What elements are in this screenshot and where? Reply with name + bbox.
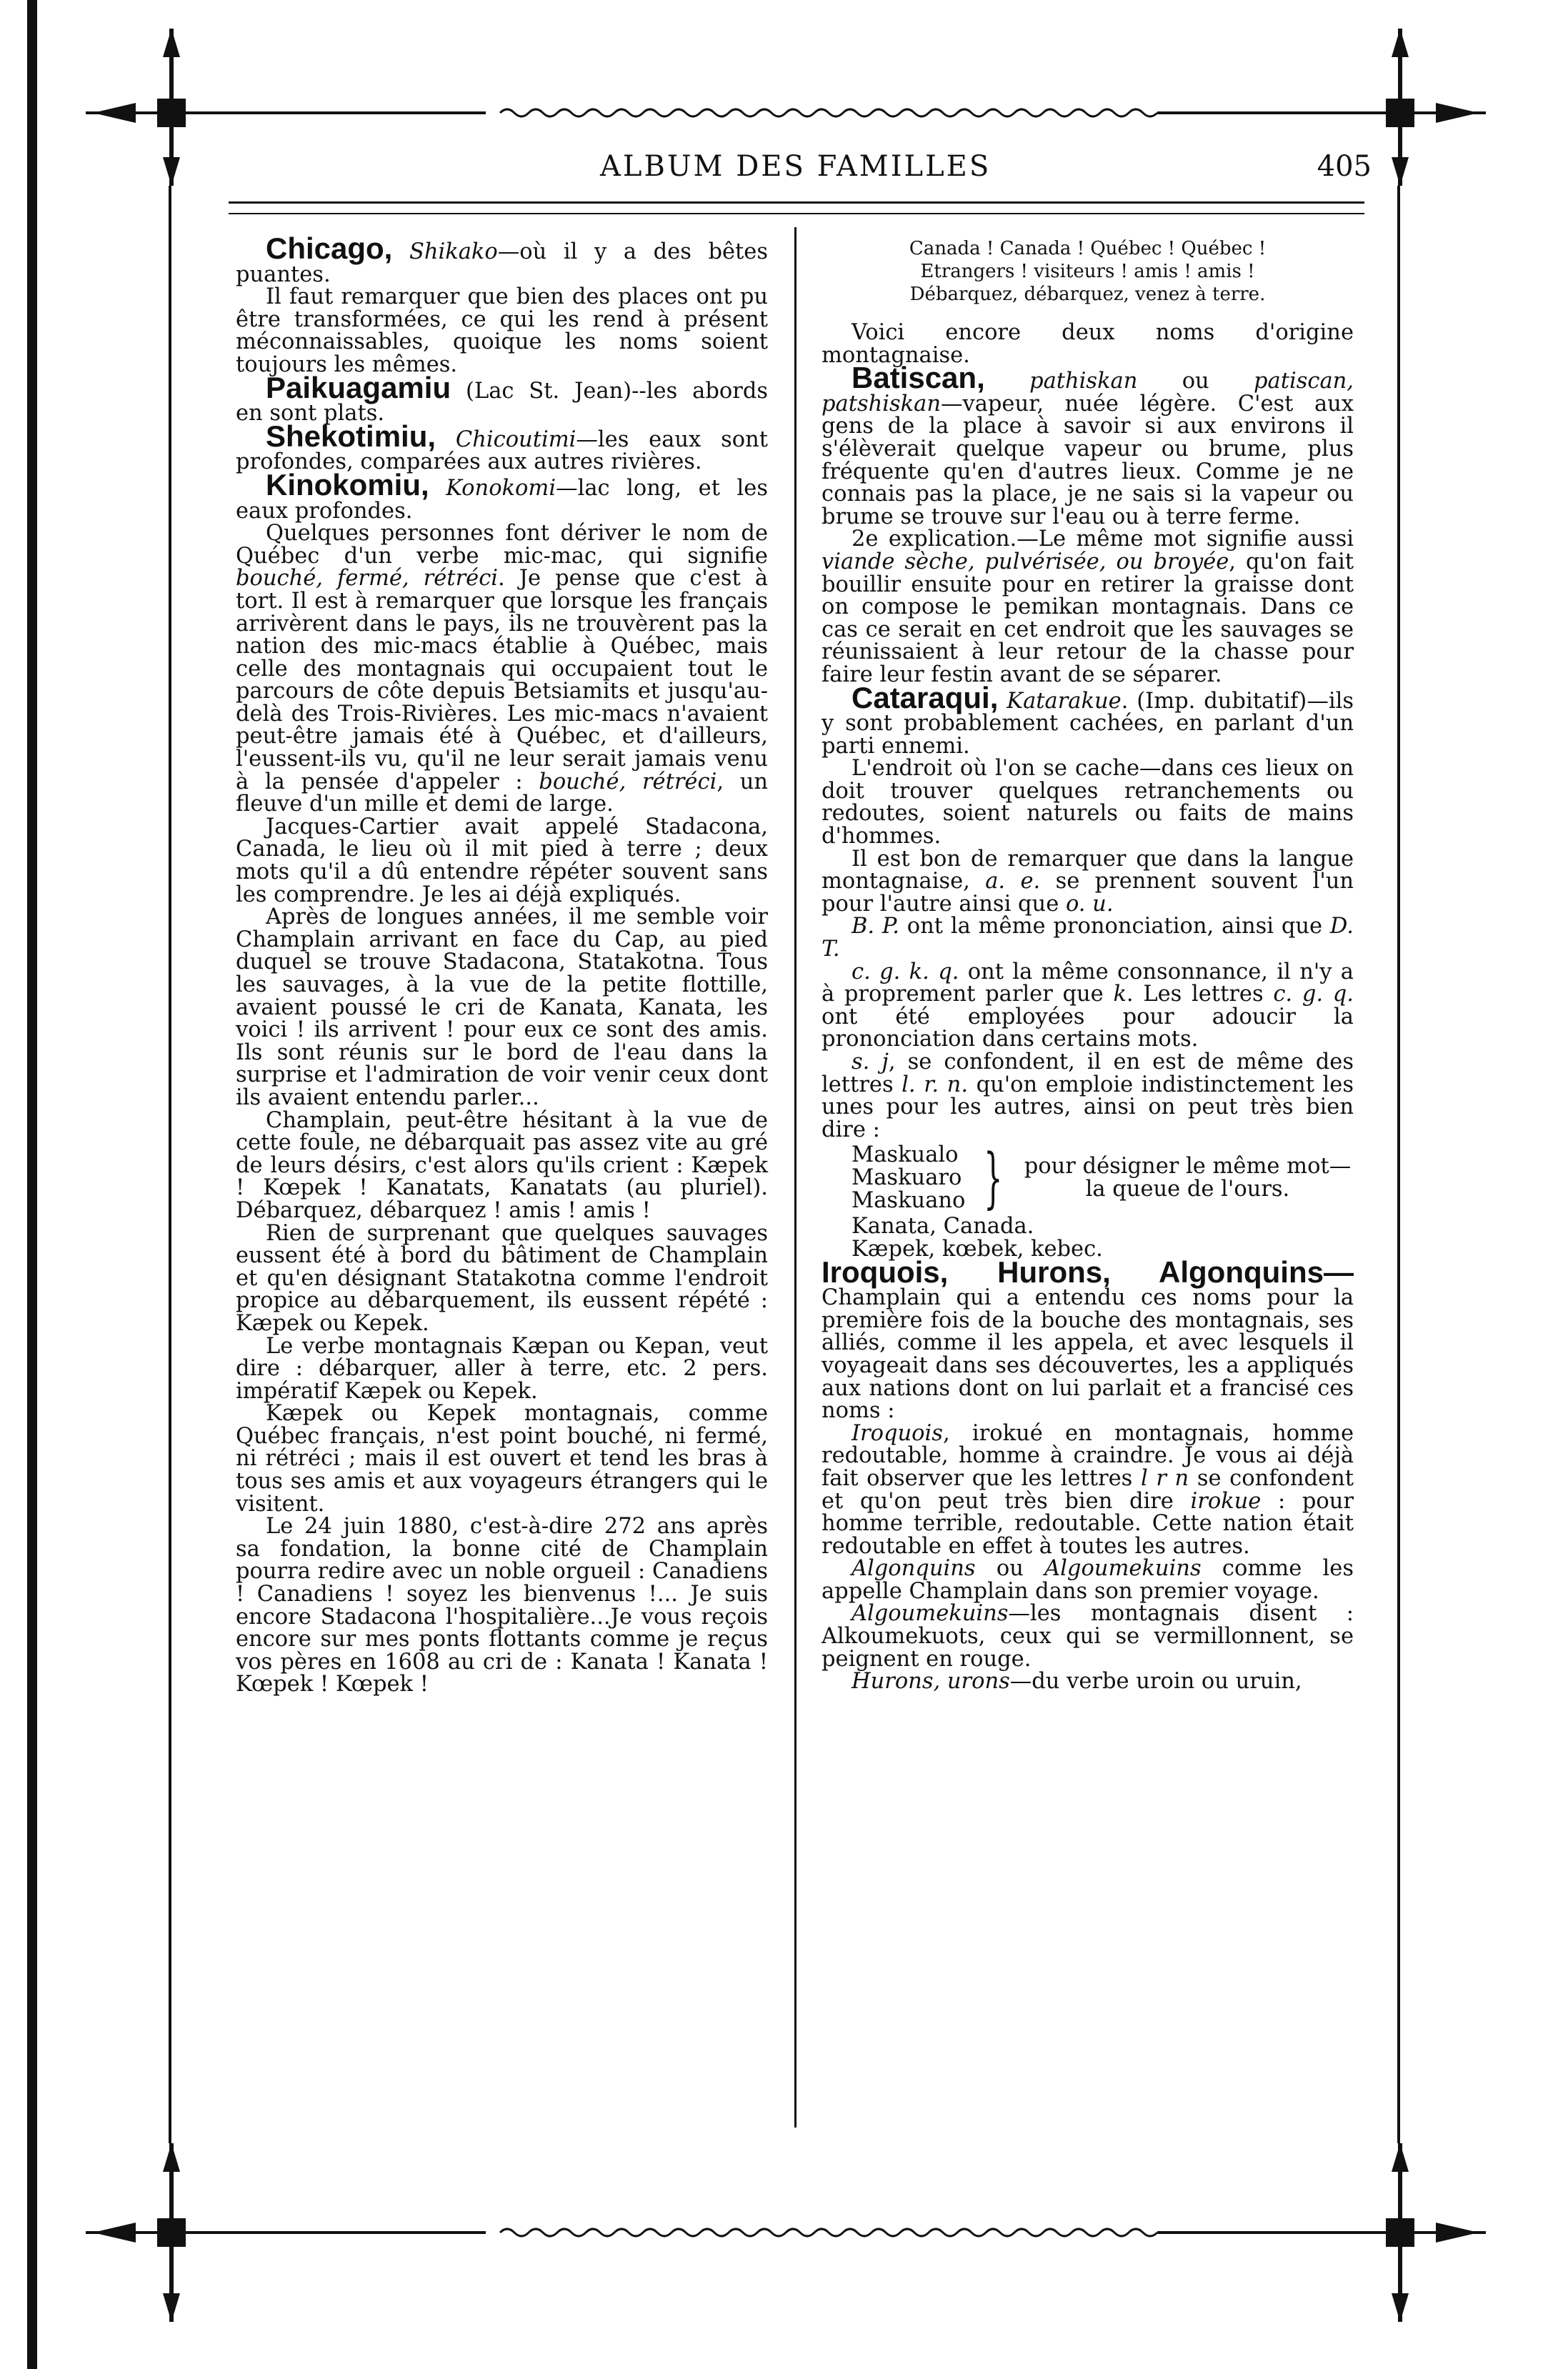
paragraph	[236, 370, 768, 427]
entry-headword: Paikuagamiu	[266, 370, 451, 404]
paragraph	[236, 1402, 768, 1515]
paragraph	[822, 757, 1354, 847]
paragraph-text: Shikako—où il y a des bêtes puantes.	[236, 239, 768, 287]
right-column	[822, 237, 1354, 1693]
paragraph-text: Jacques-Cartier avait appelé Stadacona, Canada, le lieu où il mit pied à terre ; deux mots qu'il a dû entendre répéter souvent sans les comprendre. Je les ai déjà expliqués.	[236, 814, 768, 907]
paragraph	[822, 1422, 1354, 1558]
entry-headword: Cataraqui,	[852, 680, 999, 714]
bottom-ornament	[43, 2143, 1529, 2322]
entry-headword: Shekotimiu,	[266, 419, 436, 453]
column-divider	[794, 227, 797, 2128]
paragraph	[236, 467, 768, 524]
brace-group	[852, 1139, 1354, 1217]
paragraph	[822, 680, 1354, 759]
canada-lines	[822, 237, 1354, 306]
paragraph	[822, 1255, 1354, 1424]
paragraph-text: Iroquois, irokué en montagnais, homme redoutable, homme à craindre. Je vous ai déjà fait observer que les lettres l r n se confondent et qu'on peut très bien dire irokue : pour homme terrible, redoutable. Cette nation était redoutable en effet à toutes les autres.	[822, 1420, 1354, 1559]
page-frame-bar	[27, 0, 37, 2369]
after-brace-line: Kæpek, kœbek, kebec.	[852, 1236, 1103, 1262]
paragraph-text: Voici encore deux noms d'origine montagnaise.	[822, 320, 1354, 368]
paragraph-text: pathiskan ou patiscan, patshiskan—vapeur, nuée légère. C'est aux gens de la place à savoir si aux environs il s'élèverait quelque vapeur ou brume, plus fréquente qu'en d'autres lieux. Comme je ne connais pas la place, je ne sais si la vapeur ou brume se trouve sur l'eau ou à terre ferme.	[822, 369, 1354, 529]
paragraph	[236, 906, 768, 1109]
brace-word: Maskuaro	[852, 1165, 962, 1191]
entry-headword: Iroquois, Hurons, Algonquins—	[822, 1255, 1354, 1289]
paragraph-text: Il est bon de remarquer que dans la langue montagnaise, a. e. se prennent souvent l'un pour l'autre ainsi que o. u.	[822, 846, 1354, 917]
paragraph	[236, 816, 768, 906]
paragraph	[822, 1602, 1354, 1670]
paragraph	[822, 848, 1354, 916]
paragraph-text: c. g. k. q. ont la même consonnance, il n'y a à proprement parler que k. Les lettres c. g. q. ont été employées pour adoucir la prononciation dans certains mots.	[822, 959, 1354, 1052]
entry-headword: Batiscan,	[852, 361, 985, 395]
header-rule-top	[229, 201, 1364, 204]
page-header	[229, 150, 1386, 193]
entry-headword: Chicago,	[266, 231, 393, 265]
paragraph	[822, 1670, 1354, 1693]
header-rule-bottom	[229, 213, 1364, 214]
right-paragraphs-a	[822, 321, 1354, 1141]
paragraph-text: Le verbe montagnais Kæpan ou Kepan, veut dire : débarquer, aller à terre, etc. 2 pers. impératif Kæpek ou Kepek.	[236, 1333, 768, 1404]
paragraph-text: Après de longues années, il me semble voir Champlain arrivant en face du Cap, au pied duquel se trouve Stadacona, Statakotna. Tous les sauvages, à la vue de la petite flottille, avaient poussé le cri de Kanata, Kanata, les voici ! ils arrivent ! pour eux ce sont des amis. Ils sont réunis sur le bord de l'eau dans la surprise et l'admiration de voir venir ceux dont ils avaient entendu parler...	[236, 904, 768, 1110]
running-title: ALBUM DES FAMILLES	[600, 150, 992, 183]
paragraph	[236, 1515, 768, 1696]
paragraph-text: Champlain qui a entendu ces noms pour la première fois de la bouche des montagnais, ses alliés, comme il les appela, et avec lesquels il voyageait dans ses découvertes, les a appliqués aux nations dont on lui parlait et a francisé ces noms :	[822, 1285, 1354, 1424]
paragraph-text: Rien de surprenant que quelques sauvages eussent été à bord du bâtiment de Champlain et qu'en désignant Statakotna comme l'endroit propice au débarquement, ils eussent répété : Kæpek ou Kepek.	[236, 1220, 768, 1336]
left-border-line	[169, 186, 171, 2143]
paragraph-text: Konokomi—lac long, et les eaux profondes.	[236, 475, 768, 524]
paragraph-text: s. j, se confondent, il en est de même des lettres l. r. n. qu'on emploie indistinctement les unes pour les autres, ainsi on peut très bien dire :	[822, 1049, 1354, 1142]
paragraph-text: L'endroit où l'on se cache—dans ces lieux on doit trouver quelques retranchements ou redoutes, soient naturels ou faits de mains d'hommes.	[822, 756, 1354, 849]
paragraph-text: Il faut remarquer que bien des places ont pu être transformées, ce qui les rend à présent méconnaissables, quoique les noms soient toujours les mêmes.	[236, 284, 768, 377]
paragraph-text: B. P. ont la même prononciation, ainsi que D. T.	[822, 914, 1354, 962]
paragraph-text: Champlain, peut-être hésitant à la vue de cette foule, ne débarquait pas assez vite au gré de leurs désirs, c'est alors qu'ils crient : Kæpek ! Kœpek ! Kanatats, Kanatats (au pluriel). Débarquez, débarquez ! amis ! amis !	[236, 1107, 768, 1223]
paragraph	[822, 321, 1354, 366]
paragraph-text: Chicoutimi—les eaux sont profondes, comparées aux autres rivières.	[236, 427, 768, 475]
paragraph-text: Quelques personnes font dériver le nom de Québec d'un verbe mic-mac, qui signifie bouché, fermé, rétréci. Je pense que c'est à tort. Il est à remarquer que lorsque les français arrivèrent dans le pays, ils ne trouvèrent pas la nation des mic-macs établie à Québec, mais celle des montagnais qui occupaient tout le parcours de côte depuis Betsiamits et jusqu'au-delà des Trois-Rivières. Les mic-macs n'avaient peut-être jamais été à Québec, et d'ailleurs, l'eussent-ils vu, qu'il ne leur serait jamais venu à la pensée d'appeler : bouché, rétréci, un fleuve d'un mille et demi de large.	[236, 521, 769, 817]
paragraph	[236, 1222, 768, 1335]
paragraph	[236, 1109, 768, 1222]
paragraph-text: Hurons, urons—du verbe uroin ou uruin,	[852, 1669, 1302, 1695]
brace-word: Maskualo	[852, 1142, 959, 1168]
paragraph	[822, 961, 1354, 1051]
paragraph	[822, 1051, 1354, 1141]
canada-line: Débarquez, débarquez, venez à terre.	[909, 284, 1266, 305]
paragraph-text: Algonquins ou Algoumekuins comme les appelle Champlain dans son premier voyage.	[822, 1556, 1354, 1604]
paragraph	[236, 231, 768, 287]
left-column	[236, 231, 769, 1697]
paragraph	[236, 522, 768, 816]
paragraph-text: Katarakue. (Imp. dubitatif)—ils y sont probablement cachées, en parlant d'un parti ennemi.	[822, 688, 1354, 759]
curly-brace: }	[984, 1139, 1003, 1217]
paragraph	[236, 286, 768, 376]
paragraph-text: (Lac St. Jean)--les abords en sont plats.	[236, 378, 768, 427]
canada-line: Canada ! Canada ! Québec ! Québec !	[909, 238, 1267, 259]
paragraph-text: Algoumekuins—les montagnais disent : Alkoumekuots, ceux qui se vermillonnent, se peignent en rouge.	[822, 1601, 1354, 1672]
canada-line: Etrangers ! visiteurs ! amis ! amis !	[920, 261, 1255, 282]
page-number: 405	[1317, 150, 1372, 183]
paragraph	[236, 419, 768, 475]
brace-word: Maskuano	[852, 1188, 966, 1214]
paragraph-text: 2e explication.—Le même mot signifie aussi viande sèche, pulvérisée, ou broyée, qu'on fait bouillir ensuite pour en retirer la graisse dont on compose le pemikan montagnais. Dans ce cas ce serait en cet endroit que les sauvages se réunissaient à leur retour de la chasse pour faire leur festin avant de se séparer.	[822, 527, 1354, 687]
paragraph	[822, 1557, 1354, 1602]
entry-headword: Kinokomiu,	[266, 467, 429, 502]
right-border-line	[1397, 186, 1400, 2143]
brace-explanation: pour désigner le même mot—la queue de l'ours.	[1024, 1154, 1352, 1202]
paragraph	[822, 528, 1354, 686]
paragraph	[822, 361, 1354, 529]
after-brace-line: Kanata, Canada.	[852, 1214, 1034, 1240]
paragraph-text: Le 24 juin 1880, c'est-à-dire 272 ans après sa fondation, la bonne cité de Champlain pourra redire avec un noble orgueil : Canadiens ! Canadiens ! soyez les bienvenus !... Je suis encore Stadacona l'hospitalière...Je vous reçois encore sur mes ponts flottants comme je reçus vos pères en 1608 au cri de : Kanata ! Kanata ! Kœpek ! Kœpek !	[236, 1514, 768, 1697]
paragraph-text: Kæpek ou Kepek montagnais, comme Québec français, n'est point bouché, ni fermé, ni rétréci ; mais il est ouvert et tend les bras à tous ses amis et aux voyageurs étrangers qui le visitent.	[236, 1401, 768, 1517]
paragraph	[822, 915, 1354, 960]
right-paragraphs-b	[822, 1255, 1354, 1695]
paragraph	[236, 1335, 768, 1403]
